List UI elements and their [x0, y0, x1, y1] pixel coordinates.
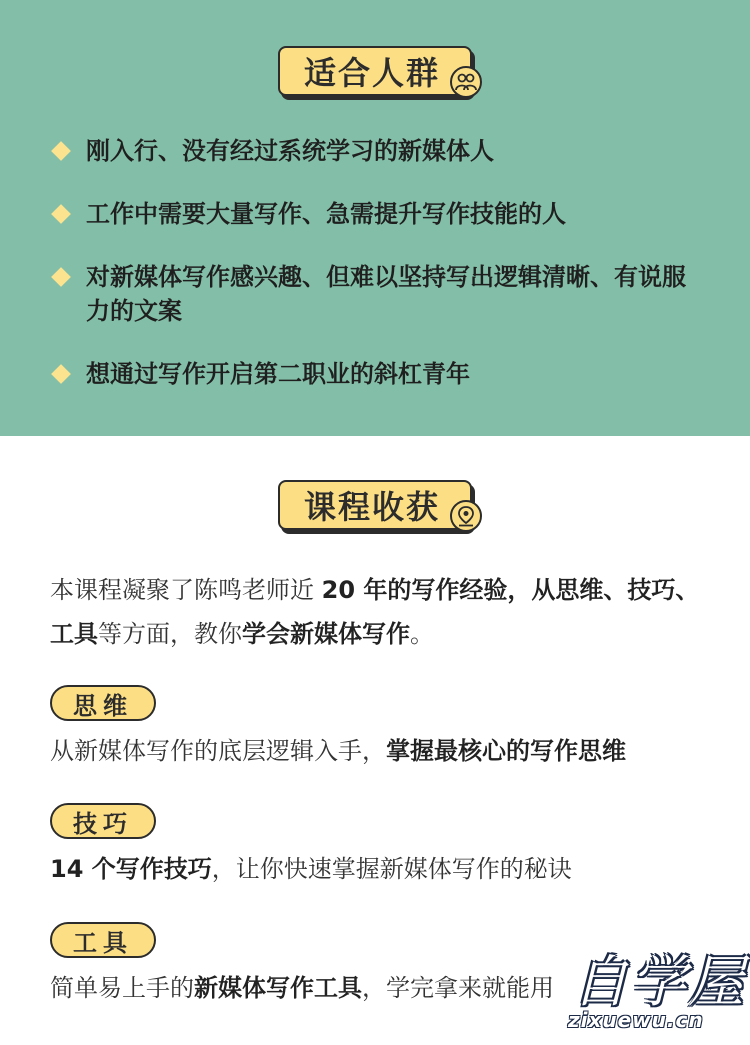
- section-text-skills: 14 个写作技巧，让你快速掌握新媒体写作的秘诀: [50, 855, 572, 883]
- people-icon: [450, 66, 482, 98]
- section-text-thinking: 从新媒体写作的底层逻辑入手，掌握最核心的写作思维: [50, 737, 626, 765]
- audience-item: 对新媒体写作感兴趣、但难以坚持写出逻辑清晰、有说服力的文案: [50, 260, 710, 328]
- section-pill-tools: 工具: [50, 922, 156, 958]
- diamond-bullet-icon: [51, 141, 71, 161]
- section-pill-skills: 技巧: [50, 803, 156, 839]
- diamond-bullet-icon: [51, 267, 71, 287]
- audience-section: [0, 0, 750, 436]
- gains-title-badge: [278, 480, 472, 530]
- watermark-url: zixuewu.cn: [568, 1008, 704, 1032]
- audience-item: 工作中需要大量写作、急需提升写作技能的人: [50, 197, 710, 231]
- diamond-bullet-icon: [51, 364, 71, 384]
- watermark-logo: 自学屋: [572, 950, 746, 1015]
- audience-item: 想通过写作开启第二职业的斜杠青年: [50, 357, 710, 391]
- audience-item: 刚入行、没有经过系统学习的新媒体人: [50, 134, 710, 168]
- gains-title: 课程收获: [304, 488, 441, 526]
- gains-intro: 本课程凝聚了陈鸣老师近 20 年的写作经验，从思维、技巧、 工具等方面，教你学会新媒体写作。: [50, 576, 700, 648]
- audience-title: 适合人群: [304, 54, 441, 92]
- section-pill-thinking: 思维: [50, 685, 156, 721]
- audience-title-badge: [278, 46, 472, 96]
- diamond-bullet-icon: [51, 204, 71, 224]
- location-pin-icon: [450, 500, 482, 532]
- section-text-tools: 简单易上手的新媒体写作工具，学完拿来就能用: [50, 974, 554, 1002]
